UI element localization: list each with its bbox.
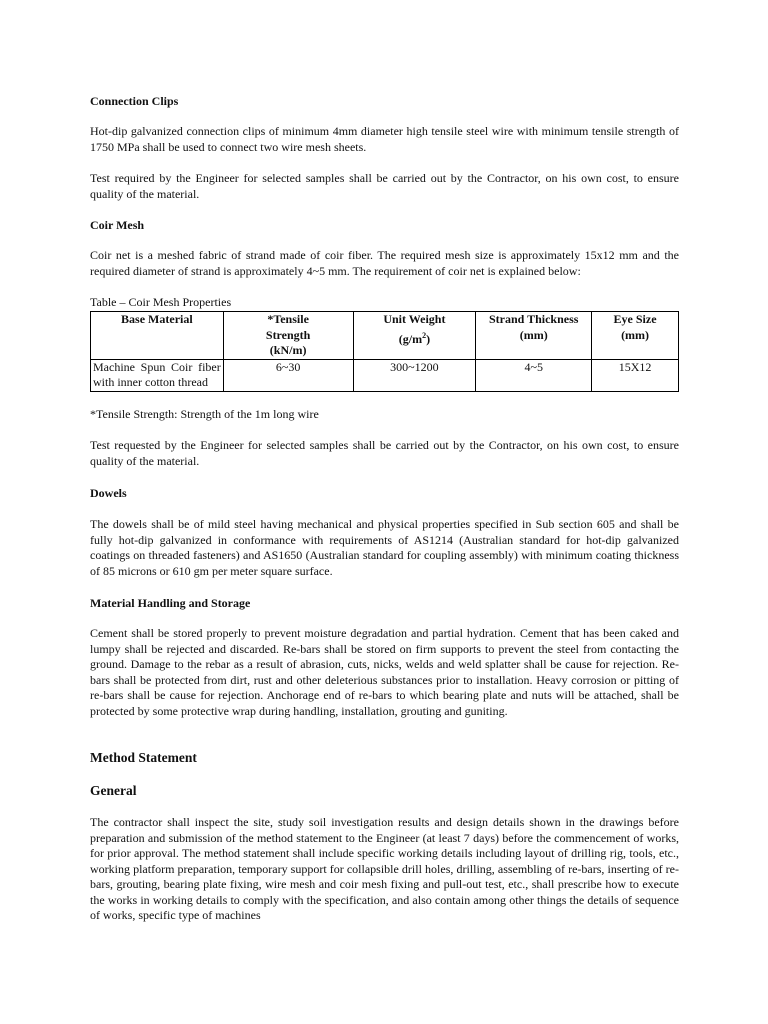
paragraph-dowels: The dowels shall be of mild steel having mechanical and physical properties specified in Sub section 605 and shall be fully hot-dip galvanized in conformance with requirements of AS1214 (Australian standard for hot-dip galvanized coatings on threaded fasteners) and AS1650 (Australian standard for coupling assembly) with minimum coating thickness of 85 microns or 610 gm per meter square surface. (90, 517, 679, 578)
header-base-material: Base Material (91, 312, 224, 360)
heading-dowels: Dowels (90, 486, 127, 500)
cell-eye-size: 15X12 (592, 359, 679, 391)
header-unit-weight: Unit Weight $(g/m^2)$ (353, 312, 476, 360)
header-eye-size: Eye Size (mm) (592, 312, 679, 360)
paragraph-connection-clips: Hot-dip galvanized connection clips of minimum 4mm diameter high tensile steel wire with minimum tensile strength of 1750 MPa shall be used to connect two wire mesh sheets. (90, 124, 679, 154)
header-strand-thickness: Strand Thickness (mm) (476, 312, 592, 360)
heading-coir-mesh: Coir Mesh (90, 218, 145, 232)
heading-material-handling: Material Handling and Storage (90, 596, 251, 610)
paragraph-test-requested: Test requested by the Engineer for selected samples shall be carried out by the Contractor, on his own cost, to ensure quality of the material. (90, 438, 679, 468)
paragraph-general: The contractor shall inspect the site, study soil investigation results and design details shown in the drawings before preparation and submission of the method statement to the Engineer (at least 7 days) before the commencement of works, for prior approval. The method statement shall include specific working details including layout of drilling rig, tools, etc., working platform preparation, temporary support for collapsible drill holes, drilling, assembling of re-bars, inserting of re-bars, grouting, bearing plate fixing, wire mesh and coir mesh fixing and pull-out test, etc., shall prescribe how to execute the works in working details to comply with the specification, and also contain among other things the details of sequence of works, specific type of machines (90, 815, 679, 922)
coir-mesh-properties-table (90, 311, 679, 392)
table-header-row (91, 312, 679, 360)
table-title: Table – Coir Mesh Properties (90, 295, 232, 309)
cell-unit-weight: 300~1200 (353, 359, 476, 391)
header-tensile-strength: *Tensile Strength (kN/m) (223, 312, 353, 360)
heading-connection-clips: Connection Clips (90, 94, 179, 108)
table-footnote: *Tensile Strength: Strength of the 1m long wire (90, 407, 319, 421)
heading-method-statement: Method Statement (90, 750, 197, 765)
paragraph-material-handling: Cement shall be stored properly to prevent moisture degradation and partial hydration. Cement that has been caked and lumpy shall be rejected and discarded. Re-bars shall be stored on firm supports to prevent the steel from contacting the ground. Damage to the rebar as a result of abrasion, cuts, nicks, welds and weld splatter shall be cause for rejection. Re-bars shall be protected from dirt, rust and other deleterious substances prior to installation. Heavy corrosion or pitting of re-bars shall be cause for rejection. Anchorage end of re-bars to which bearing plate and nuts will be attached, shall be protected by some protective wrap during handling, installation, grouting and guniting. (90, 626, 679, 718)
cell-tensile-strength: 6~30 (223, 359, 353, 391)
paragraph-test-required: Test required by the Engineer for selected samples shall be carried out by the Contractor, on his own cost, to ensure quality of the material. (90, 171, 679, 201)
cell-strand-thickness: 4~5 (476, 359, 592, 391)
heading-general: General (90, 783, 137, 798)
paragraph-coir-mesh: Coir net is a meshed fabric of strand made of coir fiber. The required mesh size is approximately 15x12 mm and the required diameter of strand is approximately 4~5 mm. The requirement of coir net is explained below: (90, 248, 679, 278)
cell-base-material: Machine Spun Coir fiber with inner cotton thread (91, 359, 224, 391)
table-row (91, 359, 679, 391)
